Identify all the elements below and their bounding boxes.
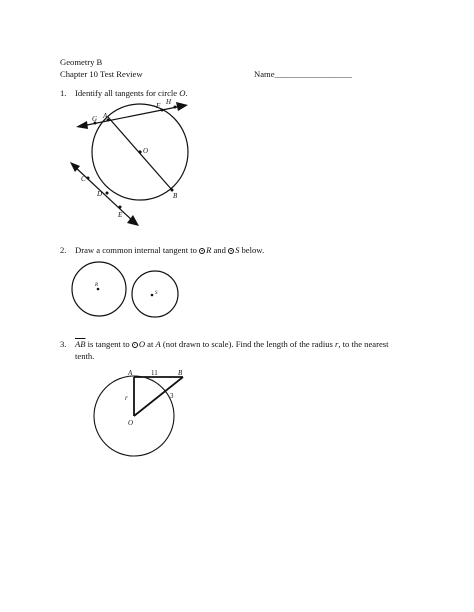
q3-prompt-mid: is tangent to [85,339,132,349]
q1-label-b: B [173,192,178,200]
q3-label-r: r [125,394,128,402]
q3-prompt-at: at [145,339,156,349]
q1-label-e: E [118,211,123,219]
q1-label-h: H [166,98,172,106]
q2-and-word: and [211,245,229,255]
q1-circle-name: O [179,88,186,98]
q1-label-o: O [143,147,149,155]
q2-prompt-text: Draw a common internal tangent to [75,245,200,255]
q1-prompt-text: Identify all tangents for circle [75,88,180,98]
q3-prompt-end: (not drawn to scale). Find the length of the radius [160,339,336,349]
q3-radius-var: r [335,339,339,349]
q2-number: 2. [60,245,67,255]
q2-prompt-end: below. [239,245,265,255]
q3-prompt-tail: , to the nearest [338,339,389,349]
q1-label-c: C [81,175,86,183]
q1-prompt-end: . [185,88,188,98]
q1-label-d: D [97,190,103,198]
q2-circle-s-name: S [235,245,240,255]
name-field[interactable]: Name__________________ [254,69,352,79]
chapter-title: Chapter 10 Test Review [60,69,143,79]
q3-label-11: 11 [151,369,158,377]
q3-label-b: B [178,369,183,377]
q1-number: 1. [60,88,67,98]
q3-circle-name: O [138,339,146,349]
q3-segment-ab: $\overline{AB}$ [75,339,86,349]
q1-label-f: F [156,102,161,110]
q2-circle-r-name: R [206,245,212,255]
q1-label-g: G [92,115,98,123]
course-title: Geometry B [60,57,103,67]
q2-label-r: R [95,283,99,288]
q3-point-name: A [155,339,161,349]
q3-segment-ob [134,377,183,416]
q3-prompt-line2: tenth. [75,351,95,361]
q1-label-a: A [103,112,108,120]
q3-number: 3. [60,339,67,349]
q3-label-o: O [128,419,134,427]
q3-label-a: A [128,369,133,377]
q3-label-3: 3 [170,392,174,400]
q2-label-s: S [155,291,158,296]
